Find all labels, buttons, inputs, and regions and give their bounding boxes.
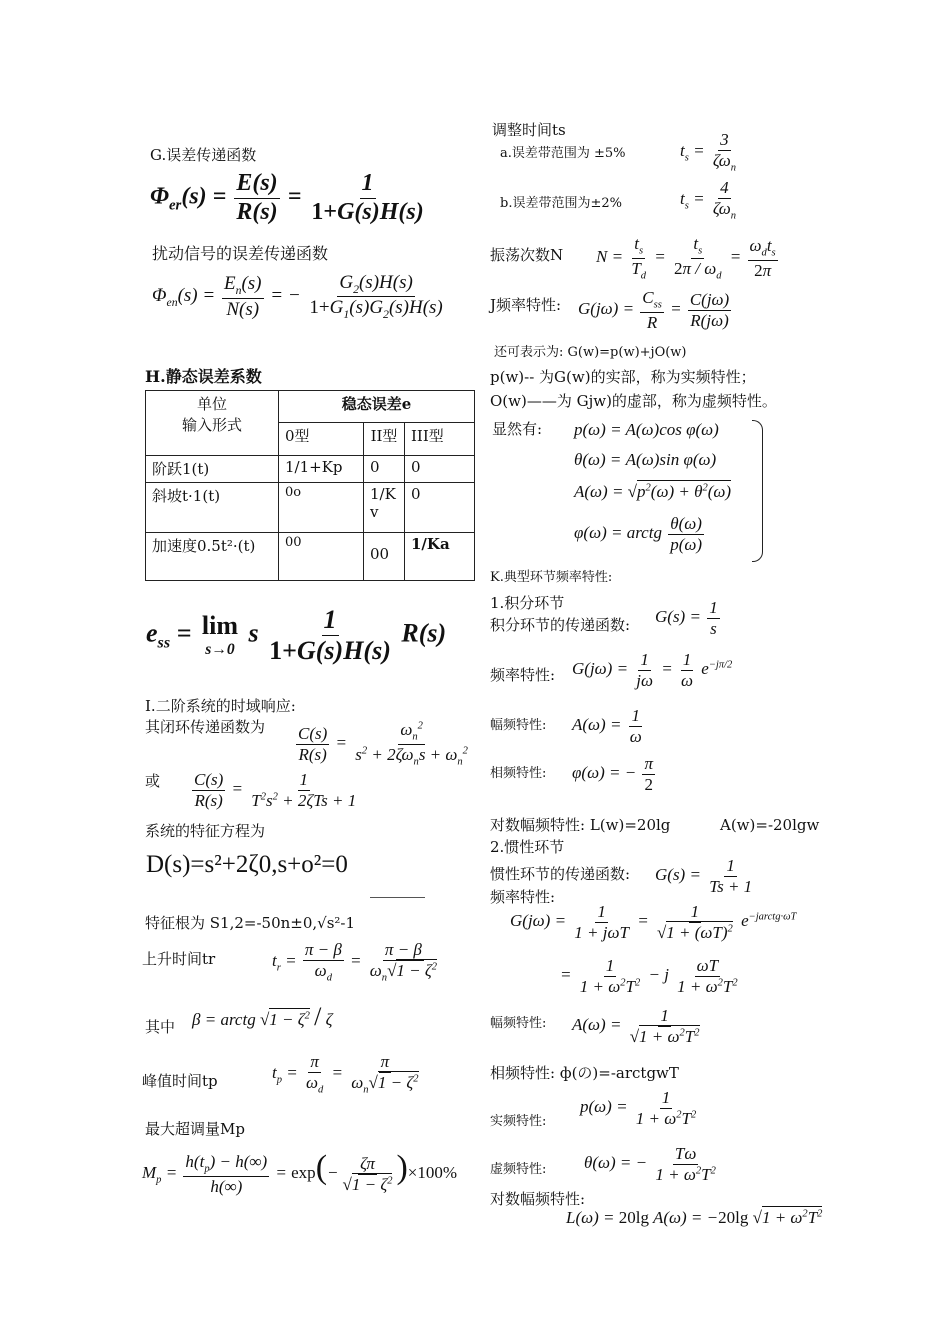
- inertia-imag-label: 虚频特性:: [490, 1162, 547, 1177]
- disturbance-title: 扰动信号的误差传递函数: [152, 244, 329, 263]
- settle-b-formula: $t_s$ = $\frac{4}{\zeta\omega_n}$: [680, 178, 737, 221]
- inertia-freq-formula: G(jω) = $\frac{1}{\text{1 + jωT}}$ = $\frac{1}{√1 + (\omega T)^2}$ $e^{-jarctg\cdot\omega T}$: [510, 902, 797, 942]
- row-cell: 0: [364, 456, 405, 483]
- or-label: 或: [145, 772, 161, 790]
- settle-b-label: b.误差带范围为±2%: [500, 196, 622, 211]
- inertia-title: 2.惯性环节: [490, 838, 565, 856]
- header-input-line1: 单位: [196, 395, 227, 413]
- row-label: 加速度0.5t²·(t): [146, 533, 279, 581]
- static-error-table: [145, 390, 475, 581]
- int-phase-label: 相频特性:: [490, 766, 547, 781]
- p-omega-formula: p(ω) = A(ω)cos φ(ω): [574, 420, 719, 439]
- phi-omega-formula: φ(ω) = arctg $\frac{\theta(\omega)}{p(\omega)}$: [574, 514, 703, 554]
- inertia-tf-formula: G(s) = $\frac{1}{Ts + 1}$: [655, 856, 753, 896]
- int-amp-formula: A(ω) = $\frac{1}{\omega}$: [572, 706, 642, 746]
- table-row: [146, 483, 475, 533]
- theta-omega-formula: θ(ω) = A(ω)sin φ(ω): [574, 450, 717, 469]
- row-label: 阶跃1(t): [146, 456, 279, 483]
- ow-text: O(w)——为 Gjw)的虚部，称为虚频特性。: [490, 392, 777, 410]
- inertia-phase-label: 相频特性: ф(の)=-arctgwT: [490, 1064, 679, 1082]
- section-i-title: I.二阶系统的时域响应:: [145, 697, 296, 715]
- osc-label: 振荡次数N: [490, 246, 564, 264]
- char-eq-title: 系统的特征方程为: [145, 822, 266, 840]
- inertia-amp-formula: A(ω) = $\frac{1}{√1 + \omega^2T^2}$: [572, 1006, 700, 1046]
- inertia-freq-label: 频率特性:: [490, 888, 556, 906]
- header-input-line2: 输入形式: [181, 416, 242, 434]
- rise-time-label: 上升时间tr: [142, 950, 216, 968]
- overshoot-label: 最大超调量Mp: [145, 1120, 245, 1138]
- int-tf-formula: G(s) = $\frac{1}{s}$: [655, 598, 718, 638]
- row-cell: 00: [364, 533, 405, 581]
- inertia-real-formula: p(ω) = $\frac{1}{1 + \omega^2T^2}$: [580, 1088, 697, 1128]
- disturbance-error-formula: $\Phi_{en}(s)$ = $\frac{E_n(s)}{N(s)}$ = − $\frac{G_2(s)H(s)}{1+G_1(s)G_2(s)H(s)}$: [152, 272, 443, 322]
- settle-a-formula: $t_s$ = $\frac{3}{\zeta\omega_n}$: [680, 130, 737, 173]
- freq-char-formula: G(jω) = $\frac{C_{ss}}{R}$ = $\frac{C(j\omega)}{R(j\omega)}$: [578, 288, 730, 332]
- osc-formula: N = $\frac{t_s}{T_d}$ = $\frac{t_s}{2\pi / \omega_d}$ = $\frac{\omega_dt_s}{2\pi}$: [596, 234, 776, 281]
- row-label: 斜坡t·1(t): [146, 483, 279, 533]
- header-type3: III型: [405, 422, 475, 455]
- int-freq-formula: G(jω) = $\frac{1}{j\omega}$ = $\frac{1}{\omega}$ $e^{-j\pi/2}$: [572, 650, 733, 690]
- row-cell: 1/Kv: [364, 483, 405, 533]
- row-cell: 00: [279, 533, 364, 581]
- header-type0: 0型: [279, 422, 364, 455]
- inertia-real-label: 实频特性:: [490, 1114, 547, 1129]
- section-h-title: H.静态误差系数: [145, 367, 262, 386]
- beta-formula: β = arctg $√1 - \zeta^2 / \zeta$: [192, 1002, 333, 1031]
- header-type2: II型: [364, 422, 405, 455]
- char-eq-formula: D(s)=s²+2ζ0,s+o²=0: [146, 851, 348, 878]
- rise-time-formula: $t_r$ = $\frac{\pi - \beta}{\omega_d}$ = $\frac{\pi - \beta}{\omega_n√1 - \zeta^2}$: [272, 940, 438, 983]
- closed-loop-alt-formula: $\frac{C(s)}{R(s)}$ = $\frac{1}{T^2s^2 + 2\zeta Ts + 1}$: [194, 770, 357, 810]
- int-freq-label: 频率特性:: [490, 666, 556, 684]
- header-steady-error: 稳态误差e: [279, 391, 475, 423]
- pw-text: p(w)-- 为G(w)的实部，称为实频特性；: [490, 368, 756, 386]
- inertia-freq-formula-2: = $\frac{1}{1 + \omega^2T^2}$ − j $\frac{\omega T}{1 + \omega^2T^2}$: [560, 956, 738, 996]
- int-log-amp2: A(w)=-20lgw: [720, 816, 820, 834]
- peak-time-label: 峰值时间tp: [142, 1072, 218, 1090]
- closed-loop-label: 其闭环传递函数为: [145, 718, 266, 736]
- also-text: 还可表示为: G(w)=p(w)+jO(w): [494, 345, 687, 360]
- table-row: [146, 533, 475, 581]
- closed-loop-formula: $\frac{C(s)}{R(s)}$ = $\frac{\omega_n^2}{s^2 + 2\zeta\omega_ns + \omega_n^2}$: [298, 720, 468, 767]
- error-transfer-formula: $\Phi_{er}(s)$ = $\frac{E(s)}{R(s)}$ = $\frac{1}{1+G(s)H(s)}$: [150, 170, 424, 225]
- overshoot-formula: $M_p$ = $\frac{h(t_p) - h(\infty)}{h(\infty)}$ = exp(− $\frac{\zeta\pi}{√1 - \zeta^2}$ )×100%: [142, 1149, 458, 1196]
- row-cell: 0o: [279, 483, 364, 533]
- int-tf-label: 积分环节的传递函数:: [490, 616, 631, 634]
- peak-time-formula: $t_p$ = $\frac{\pi}{\omega_d}$ = $\frac{\pi}{\omega_n√1 - \zeta^2}$: [272, 1052, 419, 1095]
- int-amp-label: 幅频特性:: [490, 718, 547, 733]
- inertia-log-amp-label: 对数幅频特性:: [490, 1190, 586, 1208]
- roots-text: 特征根为 S1,2=-50n±0,√s²-1: [145, 914, 356, 932]
- k-title: K.典型环节频率特性:: [490, 570, 613, 585]
- section-g-title: G.误差传递函数: [150, 146, 257, 164]
- inertia-tf-label: 惯性环节的传递函数:: [490, 865, 631, 883]
- row-cell: 1/Ka: [405, 533, 475, 581]
- right-brace: [752, 420, 763, 562]
- table-row: [146, 456, 475, 483]
- settle-title: 调整时间ts: [492, 121, 566, 139]
- int-log-amp: 对数幅频特性: L(w)=20lg: [490, 816, 671, 834]
- int-title: 1.积分环节: [490, 594, 565, 612]
- int-phase-formula: φ(ω) = − $\frac{\pi}{2}$: [572, 754, 653, 794]
- row-cell: 1/1+Kp: [279, 456, 364, 483]
- row-cell: 0: [405, 456, 475, 483]
- j-title: J频率特性:: [490, 296, 562, 314]
- steady-state-error-formula: $e_{ss}$ = lim s→0 s $\frac{1}{1+G(s)H(s)}$ R(s): [146, 605, 447, 665]
- inertia-imag-formula: θ(ω) = − $\frac{T\omega}{1 + \omega^2T^2}$: [584, 1144, 716, 1184]
- inertia-log-amp-formula: L(ω) = 20lg A(ω) = −20lg $√1 + \omega^2T^2$: [566, 1208, 823, 1227]
- obvious-label: 显然有:: [492, 420, 543, 438]
- divider: [370, 897, 425, 898]
- settle-a-label: a.误差带范围为 ±5%: [500, 146, 626, 161]
- where-label: 其中: [145, 1018, 176, 1036]
- row-cell: 0: [405, 483, 475, 533]
- a-omega-formula: $A(\omega) = √p^2(\omega) + \theta^2(\omega)$: [574, 482, 732, 501]
- inertia-amp-label: 幅频特性:: [490, 1016, 547, 1031]
